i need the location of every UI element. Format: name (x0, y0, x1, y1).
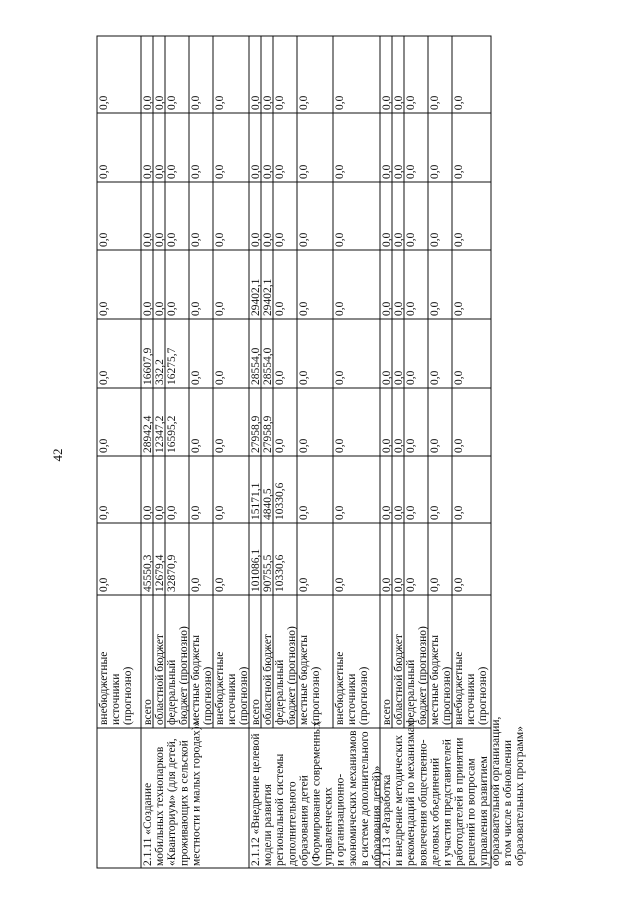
activity-name: и организационно- (334, 773, 347, 866)
amount-cell: 28554,0 (262, 347, 274, 385)
amount-cell: 0,0 (405, 505, 417, 520)
amount-cell: 0,0 (98, 164, 110, 179)
amount-cell: 0,0 (154, 164, 166, 179)
amount-cell: 0,0 (429, 232, 441, 247)
amount-cell: 0,0 (298, 95, 310, 110)
funding-source: внебюджетные (334, 651, 346, 725)
amount-cell: 0,0 (453, 95, 465, 110)
activity-name: дополнительного (286, 781, 299, 866)
amount-cell: 0,0 (262, 232, 274, 247)
amount-cell: 0,0 (381, 577, 393, 592)
amount-cell: 0,0 (298, 232, 310, 247)
amount-cell: 16607,9 (142, 347, 154, 385)
activity-name: (Формирование современных (310, 720, 323, 866)
amount-cell: 0,0 (142, 505, 154, 520)
amount-cell: 0,0 (334, 301, 346, 316)
amount-cell: 0,0 (98, 95, 110, 110)
amount-cell: 0,0 (453, 577, 465, 592)
funding-source: бюджет (прогнозно) (417, 626, 430, 725)
funding-source: местные бюджеты (190, 634, 202, 725)
amount-cell: 0,0 (190, 438, 202, 453)
page-number: 42 (50, 448, 65, 462)
activity-name: решений по вопросам (465, 758, 478, 866)
activity-name: деловых объединений (429, 757, 442, 866)
amount-cell: 0,0 (190, 164, 202, 179)
amount-cell: 15171,1 (250, 482, 262, 520)
amount-cell: 0,0 (298, 301, 310, 316)
amount-cell: 0,0 (393, 232, 405, 247)
funding-source: всего (142, 699, 154, 725)
funding-source: внебюджетные (453, 651, 465, 725)
funding-source: (прогнозно) (238, 666, 251, 725)
funding-source: источники (226, 673, 239, 725)
amount-cell: 332,2 (154, 359, 166, 385)
amount-cell: 0,0 (298, 505, 310, 520)
amount-cell: 4840,5 (262, 488, 274, 520)
funding-source: бюджет (прогнозно) (178, 626, 191, 725)
amount-cell: 0,0 (429, 301, 441, 316)
amount-cell: 0,0 (166, 232, 178, 247)
amount-cell: 0,0 (381, 301, 393, 316)
funding-source: внебюджетные (98, 651, 110, 725)
amount-cell: 0,0 (453, 232, 465, 247)
amount-cell: 0,0 (274, 164, 286, 179)
amount-cell: 0,0 (429, 95, 441, 110)
activity-name: управленческих (322, 787, 335, 866)
activity-name: рекомендаций по механизмам (405, 719, 418, 866)
activity-name: «Кванториум» (для детей, (166, 738, 179, 866)
amount-cell: 27958,9 (250, 415, 262, 453)
amount-cell: 0,0 (429, 164, 441, 179)
funding-source: источники (110, 673, 123, 725)
funding-source: федеральный (405, 659, 417, 725)
funding-source: областной бюджет (262, 634, 274, 725)
amount-cell: 0,0 (274, 95, 286, 110)
amount-cell: 0,0 (298, 164, 310, 179)
amount-cell: 0,0 (381, 232, 393, 247)
amount-cell: 0,0 (262, 164, 274, 179)
amount-cell: 0,0 (214, 370, 226, 385)
amount-cell: 12347,2 (154, 415, 166, 453)
amount-cell: 0,0 (166, 505, 178, 520)
amount-cell: 0,0 (154, 505, 166, 520)
amount-cell: 0,0 (214, 577, 226, 592)
amount-cell: 0,0 (274, 301, 286, 316)
amount-cell: 0,0 (190, 577, 202, 592)
amount-cell: 16595,2 (166, 415, 178, 453)
activity-name: проживающих в сельской (178, 740, 191, 866)
amount-cell: 0,0 (453, 301, 465, 316)
amount-cell: 0,0 (214, 232, 226, 247)
amount-cell: 0,0 (190, 95, 202, 110)
amount-cell: 0,0 (250, 164, 262, 179)
amount-cell: 0,0 (381, 95, 393, 110)
amount-cell: 16275,7 (166, 347, 178, 385)
activity-name: модели развития (262, 784, 275, 866)
funding-source: (прогнозно) (358, 666, 371, 725)
activity-name: образования детей (298, 775, 311, 866)
amount-cell: 0,0 (250, 232, 262, 247)
amount-cell: 0,0 (393, 164, 405, 179)
funding-source: всего (250, 699, 262, 725)
amount-cell: 0,0 (274, 370, 286, 385)
amount-cell: 0,0 (453, 164, 465, 179)
amount-cell: 0,0 (393, 95, 405, 110)
amount-cell: 0,0 (334, 232, 346, 247)
amount-cell: 0,0 (429, 438, 441, 453)
activity-name: образовательной организации, (489, 716, 502, 866)
amount-cell: 0,0 (190, 370, 202, 385)
activity-name: вовлечения общественно- (417, 739, 430, 866)
funding-source: местные бюджеты (429, 634, 441, 725)
amount-cell: 0,0 (190, 301, 202, 316)
funding-source: (прогнозно) (122, 666, 135, 725)
amount-cell: 0,0 (214, 438, 226, 453)
amount-cell: 27958,9 (262, 415, 274, 453)
amount-cell: 0,0 (334, 438, 346, 453)
amount-cell: 0,0 (405, 370, 417, 385)
amount-cell: 0,0 (142, 301, 154, 316)
amount-cell: 0,0 (154, 301, 166, 316)
activity-name: и участия представителей (441, 739, 454, 866)
amount-cell: 0,0 (334, 577, 346, 592)
amount-cell: 28554,0 (250, 347, 262, 385)
activity-name: в системе дополнительного (358, 731, 371, 866)
activity-name: образовательных программ» (514, 726, 527, 866)
amount-cell: 0,0 (98, 438, 110, 453)
funding-source: бюджет (прогнозно) (286, 626, 299, 725)
activity-name: мобильных технопарков (154, 746, 167, 866)
amount-cell: 0,0 (393, 301, 405, 316)
amount-cell: 0,0 (334, 370, 346, 385)
funding-source: (прогнозно) (477, 666, 490, 725)
activity-name: управления развитием (477, 756, 490, 866)
amount-cell: 0,0 (98, 577, 110, 592)
amount-cell: 0,0 (166, 164, 178, 179)
funding-source: источники (346, 673, 359, 725)
amount-cell: 0,0 (453, 505, 465, 520)
funding-source: федеральный (166, 659, 178, 725)
funding-source: местные бюджеты (298, 634, 310, 725)
activity-name: и внедрение методических (393, 734, 406, 866)
amount-cell: 0,0 (405, 232, 417, 247)
amount-cell: 0,0 (393, 438, 405, 453)
activity-name: экономических механизмов (346, 730, 359, 866)
funding-source: федеральный (274, 659, 286, 725)
amount-cell: 0,0 (405, 301, 417, 316)
amount-cell: 0,0 (190, 505, 202, 520)
activity-name: образования детей)» (371, 765, 383, 866)
amount-cell: 0,0 (214, 164, 226, 179)
amount-cell: 0,0 (298, 370, 310, 385)
amount-cell: 0,0 (166, 301, 178, 316)
amount-cell: 0,0 (405, 577, 417, 592)
funding-source: (прогнозно) (441, 666, 454, 725)
amount-cell: 0,0 (405, 164, 417, 179)
amount-cell: 0,0 (393, 370, 405, 385)
amount-cell: 0,0 (298, 438, 310, 453)
amount-cell: 0,0 (381, 164, 393, 179)
funding-source: внебюджетные (214, 651, 226, 725)
amount-cell: 0,0 (453, 438, 465, 453)
activity-name: региональной системы (274, 753, 287, 866)
amount-cell: 0,0 (190, 232, 202, 247)
amount-cell: 0,0 (98, 232, 110, 247)
amount-cell: 0,0 (393, 505, 405, 520)
amount-cell: 0,0 (154, 232, 166, 247)
amount-cell: 0,0 (334, 164, 346, 179)
amount-cell: 0,0 (381, 505, 393, 520)
amount-cell: 0,0 (98, 301, 110, 316)
funding-source: источники (465, 673, 478, 725)
amount-cell: 0,0 (166, 95, 178, 110)
amount-cell: 0,0 (298, 577, 310, 592)
amount-cell: 45550,3 (142, 554, 154, 592)
amount-cell: 0,0 (405, 95, 417, 110)
amount-cell: 0,0 (429, 370, 441, 385)
amount-cell: 0,0 (98, 505, 110, 520)
funding-source: областной бюджет (154, 634, 166, 725)
activity-name: 2.1.12 «Внедрение целевой (250, 733, 262, 866)
funding-source: всего (381, 699, 393, 725)
amount-cell: 28942,4 (142, 415, 154, 453)
amount-cell: 90755,5 (262, 554, 274, 592)
amount-cell: 0,0 (262, 95, 274, 110)
amount-cell: 0,0 (142, 164, 154, 179)
amount-cell: 0,0 (274, 232, 286, 247)
amount-cell: 32870,9 (166, 554, 178, 592)
amount-cell: 0,0 (274, 438, 286, 453)
funding-source: (прогнозно) (310, 666, 323, 725)
amount-cell: 0,0 (334, 95, 346, 110)
amount-cell: 0,0 (393, 577, 405, 592)
amount-cell: 0,0 (214, 95, 226, 110)
amount-cell: 0,0 (214, 505, 226, 520)
funding-source: (прогнозно) (202, 666, 215, 725)
amount-cell: 29402,1 (262, 278, 274, 316)
activity-name: работодателей в принятии (453, 737, 466, 866)
amount-cell: 0,0 (381, 438, 393, 453)
amount-cell: 0,0 (429, 505, 441, 520)
amount-cell: 0,0 (429, 577, 441, 592)
amount-cell: 0,0 (405, 438, 417, 453)
amount-cell: 29402,1 (250, 278, 262, 316)
amount-cell: 0,0 (334, 505, 346, 520)
activity-name: 2.1.11 «Создание (142, 782, 154, 866)
amount-cell: 10330,6 (274, 554, 286, 592)
amount-cell: 0,0 (98, 370, 110, 385)
amount-cell: 10330,6 (274, 482, 286, 520)
amount-cell: 0,0 (381, 370, 393, 385)
amount-cell: 0,0 (214, 301, 226, 316)
amount-cell: 0,0 (154, 95, 166, 110)
activity-name: местности и малых городах)» (190, 720, 203, 866)
funding-source: областной бюджет (393, 634, 405, 725)
activity-name: 2.1.13 «Разработка (381, 774, 393, 866)
amount-cell: 0,0 (453, 370, 465, 385)
amount-cell: 0,0 (250, 95, 262, 110)
activity-name: в том числе в обновлении (502, 739, 514, 866)
amount-cell: 101086,1 (250, 548, 262, 592)
amount-cell: 0,0 (142, 95, 154, 110)
amount-cell: 12679,4 (154, 554, 166, 592)
amount-cell: 0,0 (142, 232, 154, 247)
